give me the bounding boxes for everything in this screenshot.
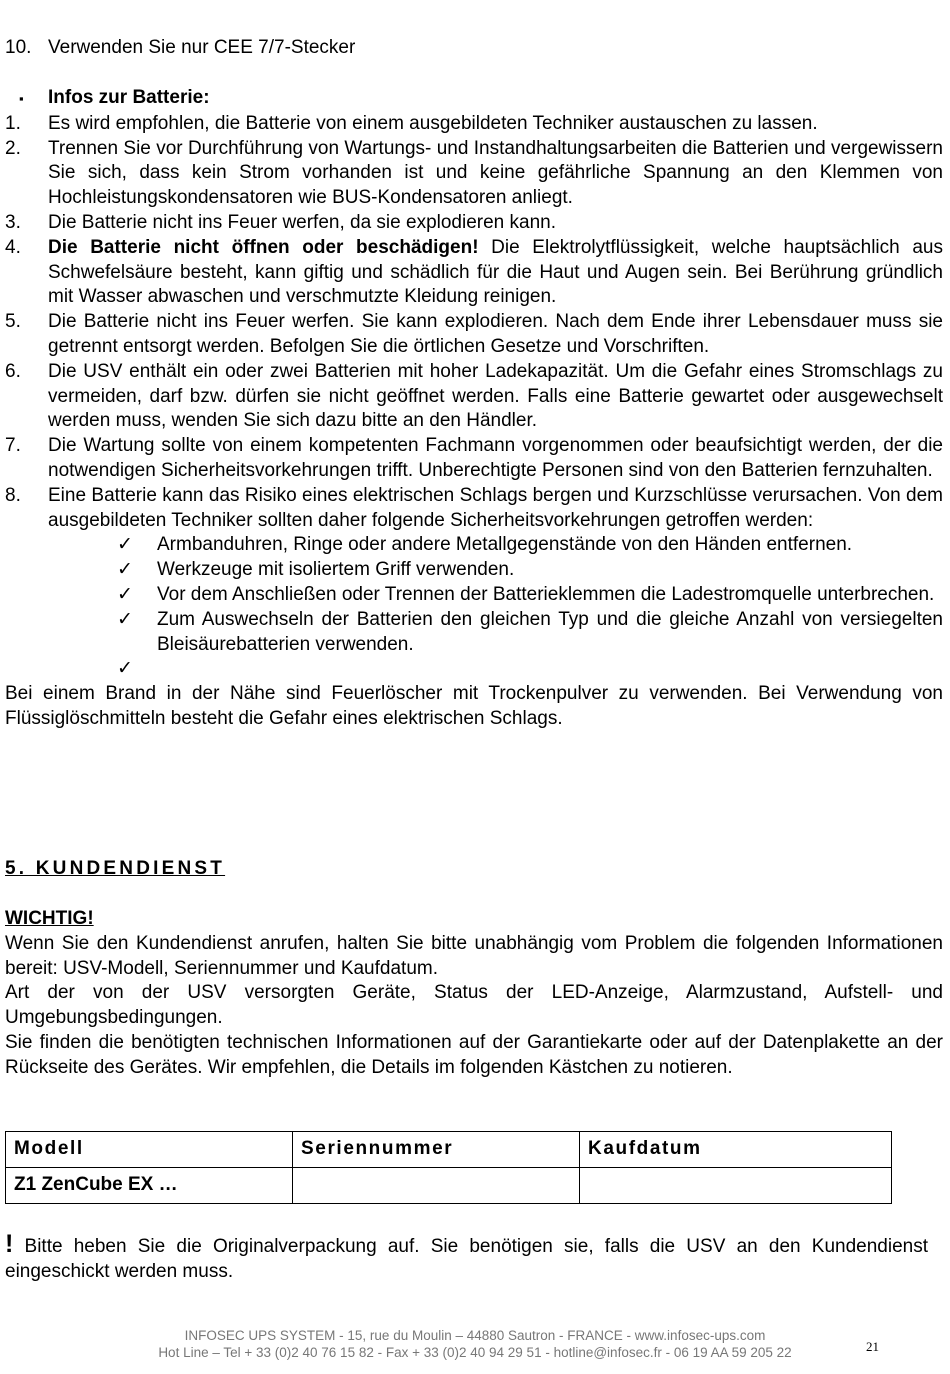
packaging-note-text: Bitte heben Sie die Originalverpackung auf. Sie benötigen sie, falls die USV an den Kundendienst eingeschickt werden muss. [5,1236,928,1282]
checklist-text [157,657,943,682]
important-label: WICHTIG! [5,908,94,929]
service-section [5,907,943,1081]
warning-body-text: Die Elektrolytflüssigkeit, welche hauptsächlich aus Schwefelsäure besteht, kann giftig und schädlich für die Haut und Augen sein. Bei Berührung gründlich mit Wasser abwaschen und verschmutzte Kleidung reinigen. [48,236,943,308]
list-text: Die Batterie nicht ins Feuer werfen. Sie kann explodieren. Nach dem Ende ihrer Lebensdauer muss sie getrennt entsorgt werden. Befolgen Sie die örtlichen Gesetze und Vorschriften. [48,311,943,357]
column-header-model: Modell [6,1132,293,1168]
battery-section [5,86,943,732]
column-header-date: Kaufdatum [580,1132,892,1168]
table-header-row [6,1132,892,1168]
checkmark-icon: ✓ [117,583,133,605]
battery-item-8 [5,484,943,534]
square-bullet-icon: ▪ [19,91,24,106]
list-text: Die Batterie nicht ins Feuer werfen, da sie explodieren kann. [48,211,556,233]
list-text: Eine Batterie kann das Risiko eines elektrischen Schlags bergen und Kurzschlüsse verursachen. Von dem ausgebildeten Techniker sollten daher folgende Sicherheitsvorkehrungen getroffen werden: [48,484,943,531]
battery-heading: Infos zur Batterie: [48,87,210,108]
warning-bold-text: Die Batterie nicht öffnen oder beschädigen! [48,236,479,258]
list-text: Es wird empfohlen, die Batterie von einem ausgebildeten Techniker austauschen zu lassen. [48,112,818,134]
list-number: 1. [5,112,21,134]
service-paragraph-2: Art der von der USV versorgten Geräte, Status der LED-Anzeige, Alarmzustand, Aufstell- und Umgebungsbedingungen. [5,982,943,1029]
list-text: Trennen Sie vor Durchführung von Wartungs- und Instandhaltungsarbeiten die Batterien und vergewissern Sie sich, dass kein Strom vorhanden ist und keine gefährliche Spannung an den Klemmen von Hochleistungskondensatoren wie BUS-Kondensatoren anliegt. [48,137,943,209]
device-info-table [5,1131,892,1204]
battery-item-6 [5,360,943,434]
checklist-text: Armbanduhren, Ringe oder andere Metallgegenstände von den Händen entfernen. [157,534,853,556]
battery-item-4 [5,236,943,310]
list-number: 3. [5,211,21,233]
checkmark-icon: ✓ [117,559,133,581]
checklist-item-empty [5,657,943,682]
checklist-item [5,533,943,558]
table-row [6,1168,892,1204]
checklist-item [5,583,943,608]
footer-contact: Hot Line – Tel + 33 (0)2 40 76 15 82 - Fax + 33 (0)2 40 94 29 51 - hotline@infosec.fr - 06 19 AA 59 205 22 [158,1344,792,1360]
battery-item-7 [5,434,943,484]
battery-item-3 [5,211,943,236]
list-number: 4. [5,236,21,258]
list-text: Verwenden Sie nur CEE 7/7-Stecker [48,37,356,58]
battery-item-5 [5,310,943,360]
battery-item-1 [5,112,943,137]
service-paragraph-3: Sie finden die benötigten technischen Informationen auf der Garantiekarte oder auf der Datenplakette an der Rückseite des Gerätes. Wir empfehlen, die Details im folgenden Kästchen zu notieren. [5,1031,943,1078]
section-title: 5. KUNDENDIENST [5,858,226,879]
checklist-item [5,558,943,583]
battery-item-2 [5,137,943,211]
checkmark-icon: ✓ [117,534,133,556]
list-item-10 [5,36,943,61]
fire-instruction: Bei einem Brand in der Nähe sind Feuerlöscher mit Trockenpulver zu verwenden. Bei Verwendung von Flüssiglöschmitteln besteht die Gefahr eines elektrischen Schlags. [5,683,943,729]
list-number: 6. [5,360,21,382]
list-number: 10. [5,37,32,58]
checklist-text: Vor dem Anschließen oder Trennen der Batterieklemmen die Ladestromquelle unterbrechen. [157,583,935,605]
section-title-row [5,857,943,882]
list-number: 7. [5,435,21,457]
page-footer [95,1328,855,1361]
list-number: 2. [5,137,21,159]
footer-address: INFOSEC UPS SYSTEM - 15, rue du Moulin – 44880 Sautron - FRANCE - www.infosec-ups.com [184,1328,766,1343]
cell-serial [293,1168,580,1204]
exclamation-icon: ! [5,1230,14,1258]
packaging-note [5,1232,928,1285]
checklist-text: Zum Auswechseln der Batterien den gleichen Typ und die gleiche Anzahl von versiegelten Bleisäurebatterien verwenden. [157,608,943,655]
column-header-serial: Seriennummer [293,1132,580,1168]
checklist-text: Werkzeuge mit isoliertem Griff verwenden. [157,559,515,581]
cell-model: Z1 ZenCube EX … [6,1168,293,1204]
page-number: 21 [866,1339,879,1354]
list-text: Die USV enthält ein oder zwei Batterien mit hoher Ladekapazität. Um die Gefahr eines Stromschlags zu vermeiden, darf bzw. dürfen sie nicht geöffnet werden. Falls eine Batterie gewartet oder ausgewechselt werden muss, wenden Sie sich dazu bitte an den Händler. [48,360,943,432]
service-paragraph-1: Wenn Sie den Kundendienst anrufen, halten Sie bitte unabhängig vom Problem die folgenden Informationen bereit: USV-Modell, Seriennummer und Kaufdatum. [5,932,943,979]
checkmark-icon: ✓ [117,658,133,680]
list-number: 8. [5,484,21,506]
battery-heading-row [5,86,943,112]
list-text [48,236,943,310]
checkmark-icon: ✓ [117,608,133,630]
checklist-item [5,608,943,658]
list-number: 5. [5,311,21,333]
list-text: Die Wartung sollte von einem kompetenten Fachmann vorgenommen oder beaufsichtigt werden, der die notwendigen Sicherheitsvorkehrungen trifft. Unberechtigte Personen sind von den Batterien fernzuhalten. [48,435,943,481]
cell-date [580,1168,892,1204]
